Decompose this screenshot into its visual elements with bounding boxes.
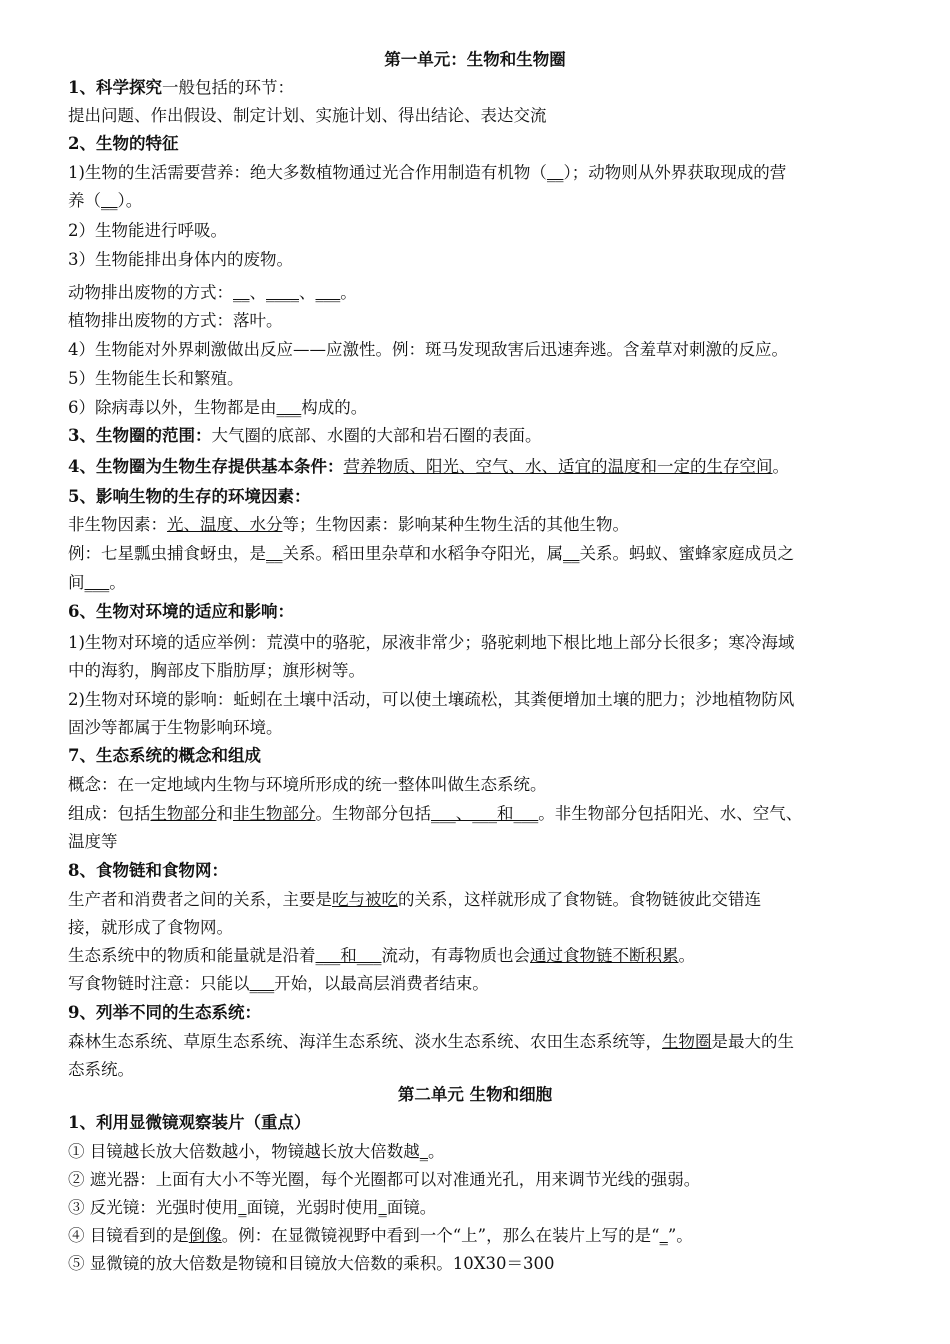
text-segment: 温度等	[68, 832, 118, 851]
text-segment: 1)生物对环境的适应举例：荒漠中的骆驼，尿液非常少；骆驼刺地下根比地上部分长很多；寒冷海域	[68, 633, 795, 652]
underlined-text: 吃与被吃	[332, 890, 398, 909]
section-heading	[0, 50, 950, 70]
text-line	[68, 426, 888, 446]
text-segment: 面镜。	[386, 1198, 437, 1217]
text-segment: 、	[299, 283, 316, 302]
text-segment: 。	[428, 1142, 445, 1161]
underlined-text: __	[101, 191, 118, 210]
text-line	[68, 1198, 888, 1218]
text-line	[68, 918, 888, 938]
text-line	[68, 1170, 888, 1190]
underlined-text: _	[419, 1142, 428, 1161]
text-segment: ③ 反光镜：光强时使用	[68, 1198, 239, 1217]
text-line	[68, 1060, 888, 1080]
text-line	[68, 106, 888, 126]
underlined-text: ___、___和___	[431, 804, 539, 823]
underlined-text: 生物部分	[150, 804, 217, 823]
text-line	[68, 221, 888, 241]
text-line	[68, 250, 888, 270]
text-line	[68, 861, 888, 881]
text-line	[68, 775, 888, 795]
text-segment: 构成的。	[301, 398, 368, 417]
underlined-text: __	[546, 163, 564, 182]
bold-text: 4、生物圈为生物生存提供基本条件：	[68, 457, 344, 476]
text-segment: ⑤ 显微镜的放大倍数是物镜和目镜放大倍数的乘积。10X30＝300	[68, 1254, 555, 1273]
text-segment: 接，就形成了食物网。	[68, 918, 233, 937]
text-segment: 关系。稻田里杂草和水稻争夺阳光，属	[282, 544, 563, 563]
text-line	[68, 1032, 888, 1052]
underlined-text: ___	[84, 573, 110, 592]
text-segment: 一般包括的环节：	[161, 78, 294, 97]
text-line	[68, 134, 888, 154]
text-line	[68, 890, 888, 910]
underlined-text: __	[233, 283, 250, 302]
text-line	[68, 1254, 888, 1274]
text-line	[68, 398, 888, 418]
text-line	[68, 633, 888, 653]
text-segment: 6）除病毒以外，生物都是由	[68, 398, 277, 417]
text-line	[68, 283, 888, 303]
text-segment: 开始，以最高层消费者结束。	[274, 974, 489, 993]
text-segment: 5）生物能生长和繁殖。	[68, 369, 244, 388]
text-line	[68, 311, 888, 331]
text-segment: 例：七星瓢虫捕食蚜虫，是	[68, 544, 266, 563]
text-segment: 2)生物对环境的影响：蚯蚓在土壤中活动，可以使土壤疏松，其粪便增加土壤的肥力；沙地植物防风	[68, 690, 795, 709]
text-segment: 等；生物因素：影响某种生物生活的其他生物。	[282, 515, 629, 534]
text-segment: 间	[68, 573, 85, 592]
underlined-text: __	[266, 544, 283, 563]
text-line	[68, 718, 888, 738]
text-line	[68, 340, 888, 360]
text-segment: 2）生物能进行呼吸。	[68, 221, 227, 240]
text-line	[68, 804, 888, 824]
text-line	[68, 746, 888, 766]
bold-text: 6、生物对环境的适应和影响：	[68, 602, 294, 621]
underlined-text: ___	[276, 398, 302, 417]
text-segment: 生态系统中的物质和能量就是沿着	[68, 946, 316, 965]
text-segment: 和	[216, 804, 233, 823]
text-segment: 。	[772, 457, 789, 476]
underlined-text: ___	[249, 974, 275, 993]
text-segment: 养（	[68, 191, 101, 210]
text-segment: 提出问题、作出假设、制定计划、实施计划、得出结论、表达交流	[68, 106, 547, 125]
text-segment: 概念：在一定地域内生物与环境所形成的统一整体叫做生态系统。	[68, 775, 547, 794]
text-segment: 是最大的生	[711, 1032, 794, 1051]
text-segment: 。生物部分包括	[315, 804, 431, 823]
text-segment: 。	[678, 946, 695, 965]
text-line	[68, 78, 888, 98]
text-segment: 。	[109, 573, 126, 592]
text-segment: 写食物链时注意：只能以	[68, 974, 250, 993]
underlined-text: __	[563, 544, 580, 563]
text-segment: 3）生物能排出身体内的废物。	[68, 250, 293, 269]
underlined-text: 通过食物链不断积累	[530, 946, 679, 965]
text-line	[68, 974, 888, 994]
text-segment: 生产者和消费者之间的关系，主要是	[68, 890, 332, 909]
underlined-text: ___和___	[315, 946, 382, 965]
bold-text: 9、列举不同的生态系统：	[68, 1003, 261, 1022]
section-heading	[0, 1085, 950, 1105]
text-line	[68, 369, 888, 389]
text-line	[68, 661, 888, 681]
underlined-text: _	[378, 1198, 387, 1217]
text-segment: 4）生物能对外界刺激做出反应——应激性。例：斑马发现敌害后迅速奔逃。含羞草对刺激的反应。	[68, 340, 788, 359]
text-segment: ”。	[667, 1226, 693, 1245]
text-line	[68, 1113, 888, 1133]
bold-text: 第一单元：生物和生物圈	[384, 50, 566, 69]
text-line	[68, 602, 888, 622]
text-line	[68, 1003, 888, 1023]
underlined-text: ____	[266, 283, 299, 302]
text-segment: ② 遮光器：上面有大小不等光圈，每个光圈都可以对准通光孔，用来调节光线的强弱。	[68, 1170, 701, 1189]
underlined-text: 倒像	[188, 1226, 222, 1245]
text-segment: 非生物因素：	[68, 515, 167, 534]
bold-text: 1、科学探究	[68, 78, 162, 97]
underlined-text: 营养物质、阳光、空气、水、适宜的温度和一定的生存空间	[343, 457, 773, 476]
text-segment: 动物排出废物的方式：	[68, 283, 233, 302]
text-line	[68, 191, 888, 211]
text-segment: 的关系，这样就形成了食物链。食物链彼此交错连	[398, 890, 761, 909]
text-line	[68, 946, 888, 966]
text-segment: 大气圈的底部、水圈的大部和岩石圈的表面。	[211, 426, 542, 445]
text-line	[68, 544, 888, 564]
bold-text: 7、生态系统的概念和组成	[68, 746, 261, 765]
text-segment: 。非生物部分包括阳光、水、空气、	[538, 804, 803, 823]
text-segment: ）。	[117, 191, 143, 210]
underlined-text: 光、温度、水分	[167, 515, 283, 534]
bold-text: 3、生物圈的范围：	[68, 426, 212, 445]
text-segment: ）；动物则从外界获取现成的营	[563, 163, 787, 182]
text-segment: 固沙等都属于生物影响环境。	[68, 718, 283, 737]
text-line	[68, 163, 888, 183]
underlined-text: _	[238, 1198, 247, 1217]
bold-text: 5、影响生物的生存的环境因素：	[68, 487, 311, 506]
text-segment: 植物排出废物的方式：落叶。	[68, 311, 283, 330]
text-segment: 、	[249, 283, 266, 302]
text-segment: 关系。蚂蚁、蜜蜂家庭成员之	[579, 544, 794, 563]
text-line	[68, 832, 888, 852]
bold-text: 8、食物链和食物网：	[68, 861, 228, 880]
bold-text: 第二单元 生物和细胞	[397, 1085, 553, 1104]
bold-text: 2、生物的特征	[68, 134, 179, 153]
text-segment: 态系统。	[68, 1060, 134, 1079]
text-segment: 组成：包括	[68, 804, 151, 823]
underlined-text: 生物圈	[662, 1032, 712, 1051]
text-segment: ④ 目镜看到的是	[68, 1226, 189, 1245]
text-line	[68, 457, 888, 477]
text-line	[68, 1142, 888, 1162]
underlined-text: ___	[315, 283, 341, 302]
text-segment: 。	[340, 283, 357, 302]
text-line	[68, 515, 888, 535]
underlined-text: _	[659, 1226, 668, 1245]
text-line	[68, 690, 888, 710]
text-segment: 。例：在显微镜视野中看到一个“上”，那么在装片上写的是“	[221, 1226, 660, 1245]
underlined-text: 非生物部分	[233, 804, 316, 823]
text-line	[68, 573, 888, 593]
text-segment: ① 目镜越长放大倍数越小，物镜越长放大倍数越	[68, 1142, 420, 1161]
text-segment: 森林生态系统、草原生态系统、海洋生态系统、淡水生态系统、农田生态系统等，	[68, 1032, 662, 1051]
text-segment: 面镜，光弱时使用	[246, 1198, 379, 1217]
bold-text: 1、利用显微镜观察装片（重点）	[68, 1113, 311, 1132]
text-segment: 流动，有毒物质也会	[381, 946, 530, 965]
text-segment: 1)生物的生活需要营养：绝大多数植物通过光合作用制造有机物（	[68, 163, 547, 182]
text-line	[68, 1226, 888, 1246]
text-line	[68, 487, 888, 507]
text-segment: 中的海豹，胸部皮下脂肪厚；旗形树等。	[68, 661, 365, 680]
